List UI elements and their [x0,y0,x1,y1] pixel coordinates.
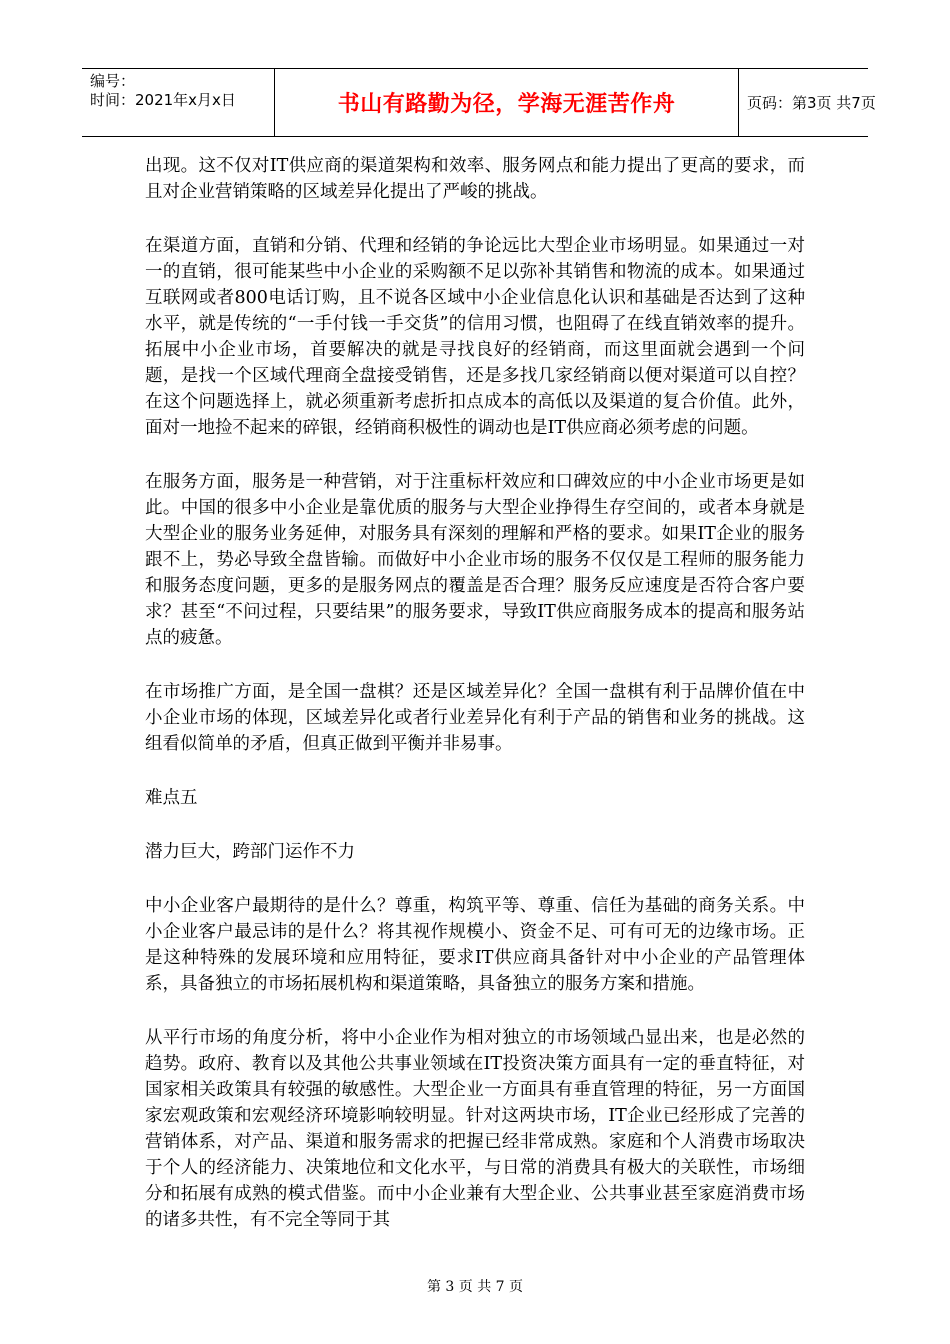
section-subtitle: 潜力巨大，跨部门运作不力 [145,842,355,862]
paragraph: 中小企业客户最期待的是什么？尊重，构筑平等、尊重、信任为基础的商务关系。中小企业客户最忌讳的是什么？将其视作规模小、资金不足、可有可无的边缘市场。正是这种特殊的发展环境和应用特征，要求IT供应商具备针对中小企业的产品管理体系，具备独立的市场拓展机构和渠道策略，具备独立的服务方案和措施。 [145,896,805,994]
section-heading: 难点五 [145,788,198,808]
paragraph: 从平行市场的角度分析，将中小企业作为相对独立的市场领域凸显出来，也是必然的趋势。政府、教育以及其他公共事业领域在IT投资决策方面具有一定的垂直特征，对国家相关政策具有较强的敏感性。大型企业一方面具有垂直管理的特征，另一方面国家宏观政策和宏观经济环境影响较明显。针对这两块市场，IT企业已经形成了完善的营销体系，对产品、渠道和服务需求的把握已经非常成熟。家庭和个人消费市场取决于个人的经济能力、决策地位和文化水平，与日常的消费具有极大的关联性，市场细分和拓展有成熟的模式借鉴。而中小企业兼有大型企业、公共事业甚至家庭消费市场的诸多共性，有不完全等同于其 [145,1028,805,1230]
paragraph: 在市场推广方面，是全国一盘棋？还是区域差异化？全国一盘棋有利于品牌价值在中小企业市场的体现，区域差异化或者行业差异化有利于产品的销售和业务的挑战。这组看似简单的矛盾，但真正做到平衡并非易事。 [145,682,805,754]
date-label: 时间：2021年x月x日 [90,91,236,109]
header-page-label: 页码：第3页 共7页 [747,94,876,112]
paragraph: 在服务方面，服务是一种营销，对于注重标杆效应和口碑效应的中小企业市场更是如此。中国的很多中小企业是靠优质的服务与大型企业挣得生存空间的，或者本身就是大型企业的服务业务延伸，对服务具有深刻的理解和严格的要求。如果IT企业的服务跟不上，势必导致全盘皆输。而做好中小企业市场的服务不仅仅是工程师的服务能力和服务态度问题，更多的是服务网点的覆盖是否合理？服务反应速度是否符合客户要求？甚至“不问过程，只要结果”的服务要求，导致IT供应商服务成本的提高和服务站点的疲惫。 [145,472,805,648]
paragraph: 出现。这不仅对IT供应商的渠道架构和效率、服务网点和能力提出了更高的要求，而且对企业营销策略的区域差异化提出了严峻的挑战。 [145,156,805,202]
page-footer: 第 3 页 共 7 页 [426,1279,524,1295]
number-label: 编号： [90,72,136,90]
paragraph: 在渠道方面，直销和分销、代理和经销的争论远比大型企业市场明显。如果通过一对一的直销，很可能某些中小企业的采购额不足以弥补其销售和物流的成本。如果通过互联网或者800电话订购，且不说各区域中小企业信息化认识和基础是否达到了这种水平，就是传统的“一手付钱一手交货”的信用习惯，也阻碍了在线直销效率的提升。拓展中小企业市场，首要解决的就是寻找良好的经销商，而这里面就会遇到一个问题，是找一个区域代理商全盘接受销售，还是多找几家经销商以便对渠道可以自控？在这个问题选择上，就必须重新考虑折扣点成本的高低以及渠道的复合价值。此外，面对一地捡不起来的碎银，经销商积极性的调动也是IT供应商必须考虑的问题。 [145,236,805,438]
header-meta [82,69,275,136]
page-header [82,68,876,137]
header-motto: 书山有路勤为径，学海无涯苦作舟 [275,69,739,136]
document-body [145,153,805,1261]
